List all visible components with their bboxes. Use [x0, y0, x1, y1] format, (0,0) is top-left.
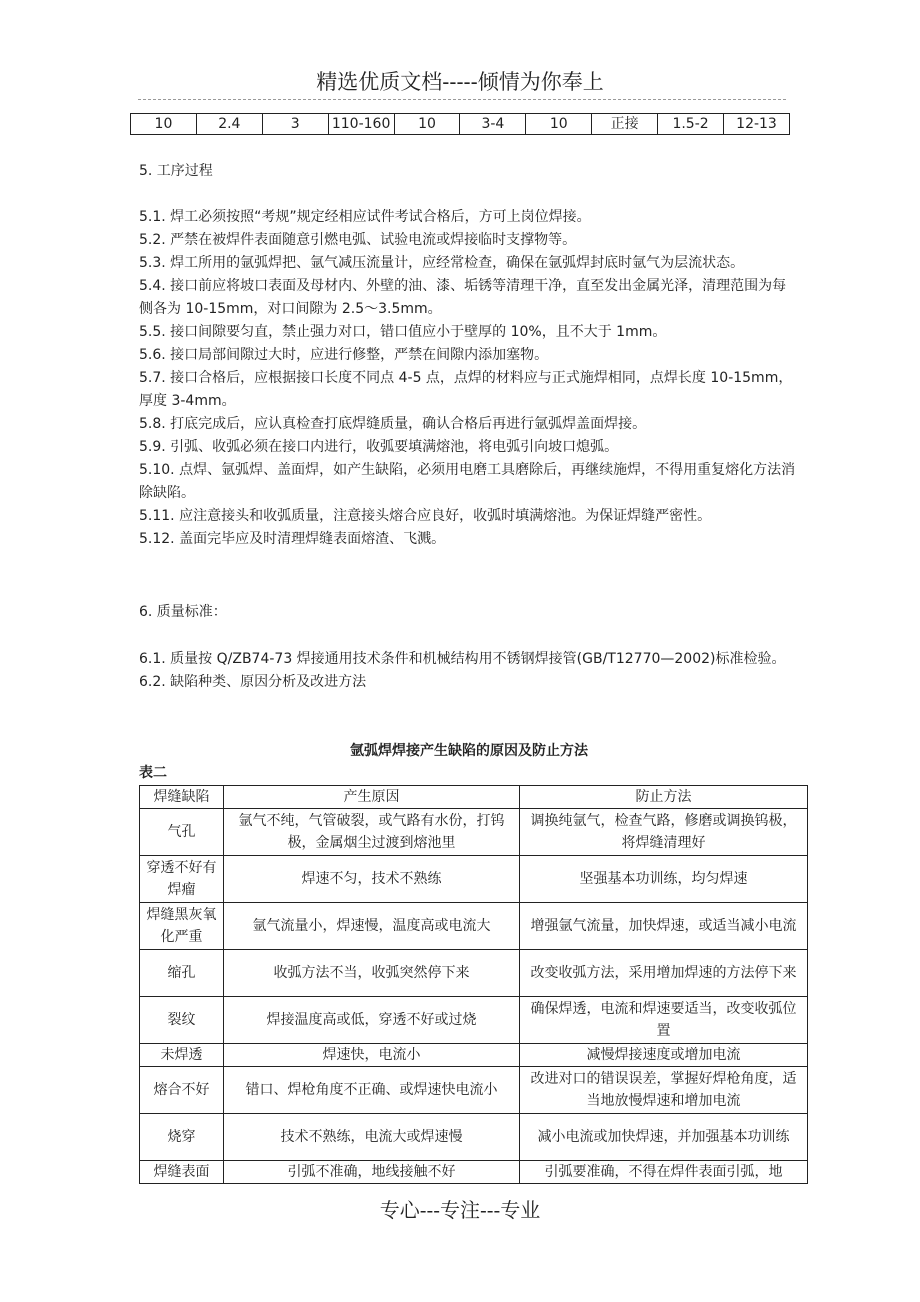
- table-row: [140, 903, 808, 950]
- column-header: 产生原因: [224, 786, 520, 809]
- defect-name: 缩孔: [140, 950, 224, 997]
- table-cell: 1.5-2: [658, 114, 724, 135]
- table-cell: 3-4: [460, 114, 526, 135]
- table-row: [140, 809, 808, 856]
- table-cell: 10: [131, 114, 197, 135]
- defect-name: 焊缝黑灰氧化严重: [140, 903, 224, 950]
- table-row: [131, 114, 790, 135]
- table-label: 表二: [139, 765, 167, 781]
- table-cell: 12-13: [724, 114, 790, 135]
- page-footer: 专心---专注---专业: [379, 1198, 541, 1222]
- defect-cause: 焊速快，电流小: [224, 1044, 520, 1067]
- defect-prevention: 引弧要准确，不得在焊件表面引弧，地: [520, 1161, 808, 1184]
- section-6-list: [139, 648, 799, 694]
- defect-cause: 引弧不准确，地线接触不好: [224, 1161, 520, 1184]
- defect-cause: 错口、焊枪角度不正确、或焊速快电流小: [224, 1067, 520, 1114]
- table-cell: 10: [526, 114, 592, 135]
- list-item: 5.5. 接口间隙要匀直，禁止强力对口，错口值应小于壁厚的 10%，且不大于 1mm。: [139, 324, 667, 340]
- list-item: 5.3. 焊工所用的氩弧焊把、氩气减压流量计，应经常检查，确保在氩弧焊封底时氩气为层流状态。: [139, 255, 745, 271]
- defect-prevention: 增强氩气流量，加快焊速，或适当减小电流: [520, 903, 808, 950]
- column-header: 防止方法: [520, 786, 808, 809]
- table-cell: 10: [394, 114, 460, 135]
- table-row: [140, 950, 808, 997]
- page-header: 精选优质文档-----倾情为你奉上: [316, 70, 604, 94]
- section-5-title: 5. 工序过程: [139, 163, 213, 179]
- defect-name: 熔合不好: [140, 1067, 224, 1114]
- defect-cause: 焊接温度高或低，穿透不好或过烧: [224, 997, 520, 1044]
- table-caption: 氩弧焊焊接产生缺陷的原因及防止方法: [350, 743, 588, 759]
- defect-cause: 收弧方法不当，收弧突然停下来: [224, 950, 520, 997]
- list-item: 5.9. 引弧、收弧必须在接口内进行，收弧要填满熔池，将电弧引向坡口熄弧。: [139, 439, 619, 455]
- defect-cause: 技术不熟练，电流大或焊速慢: [224, 1114, 520, 1161]
- column-header: 焊缝缺陷: [140, 786, 224, 809]
- defect-prevention: 调换纯氩气，检查气路，修磨或调换钨极，将焊缝清理好: [520, 809, 808, 856]
- defect-table: [139, 785, 808, 1184]
- section-6-title: 6. 质量标准：: [139, 604, 227, 620]
- table-cell: 2.4: [196, 114, 262, 135]
- defect-name: 烧穿: [140, 1114, 224, 1161]
- defect-prevention: 减小电流或加快焊速，并加强基本功训练: [520, 1114, 808, 1161]
- table-cell: 正接: [592, 114, 658, 135]
- defect-cause: 焊速不匀，技术不熟练: [224, 856, 520, 903]
- list-item: 5.1. 焊工必须按照“考规”规定经相应试件考试合格后，方可上岗位焊接。: [139, 209, 591, 225]
- list-item: 5.10. 点焊、氩弧焊、盖面焊，如产生缺陷，必须用电磨工具磨除后，再继续施焊，不得用重复熔化方法消除缺陷。: [139, 462, 796, 501]
- defect-cause: 氩气流量小，焊速慢，温度高或电流大: [224, 903, 520, 950]
- defect-prevention: 坚强基本功训练，均匀焊速: [520, 856, 808, 903]
- defect-prevention: 改进对口的错误误差，掌握好焊枪角度，适当地放慢焊速和增加电流: [520, 1067, 808, 1114]
- table-cell: 110-160: [328, 114, 394, 135]
- defect-cause: 氩气不纯，气管破裂，或气路有水份，打钨极，金属烟尘过渡到熔池里: [224, 809, 520, 856]
- defect-name: 气孔: [140, 809, 224, 856]
- defect-name: 穿透不好有焊瘤: [140, 856, 224, 903]
- table-row: [140, 1114, 808, 1161]
- defect-name: 裂纹: [140, 997, 224, 1044]
- table-row: [140, 1044, 808, 1067]
- defect-prevention: 改变收弧方法，采用增加焊速的方法停下来: [520, 950, 808, 997]
- table-row: [140, 1161, 808, 1184]
- table-row: [140, 1067, 808, 1114]
- defect-name: 焊缝表面: [140, 1161, 224, 1184]
- defect-name: 未焊透: [140, 1044, 224, 1067]
- list-item: 6.2. 缺陷种类、原因分析及改进方法: [139, 674, 367, 690]
- table-row: [140, 856, 808, 903]
- table-header-row: [140, 786, 808, 809]
- section-5-list: [139, 206, 799, 551]
- list-item: 5.4. 接口前应将坡口表面及母材内、外壁的油、漆、垢锈等清理干净，直至发出金属光泽，清理范围为每侧各为 10-15mm，对口间隙为 2.5～3.5mm。: [139, 278, 787, 317]
- table-cell: 3: [262, 114, 328, 135]
- list-item: 6.1. 质量按 Q/ZB74-73 焊接通用技术条件和机械结构用不锈钢焊接管(GB/T12770—2002)标准检验。: [139, 651, 786, 667]
- header-divider: [138, 99, 786, 100]
- list-item: 5.8. 打底完成后，应认真检查打底焊缝质量，确认合格后再进行氩弧焊盖面焊接。: [139, 416, 647, 432]
- list-item: 5.7. 接口合格后，应根据接口长度不同点 4-5 点，点焊的材料应与正式施焊相同，点焊长度 10-15mm，厚度 3-4mm。: [139, 370, 793, 409]
- table-row: [140, 997, 808, 1044]
- list-item: 5.6. 接口局部间隙过大时，应进行修整，严禁在间隙内添加塞物。: [139, 347, 549, 363]
- list-item: 5.12. 盖面完毕应及时清理焊缝表面熔渣、飞溅。: [139, 531, 446, 547]
- parameter-table-row: [130, 113, 790, 135]
- list-item: 5.2. 严禁在被焊件表面随意引燃电弧、试验电流或焊接临时支撑物等。: [139, 232, 577, 248]
- defect-prevention: 减慢焊接速度或增加电流: [520, 1044, 808, 1067]
- defect-prevention: 确保焊透，电流和焊速要适当，改变收弧位置: [520, 997, 808, 1044]
- list-item: 5.11. 应注意接头和收弧质量，注意接头熔合应良好，收弧时填满熔池。为保证焊缝严密性。: [139, 508, 712, 524]
